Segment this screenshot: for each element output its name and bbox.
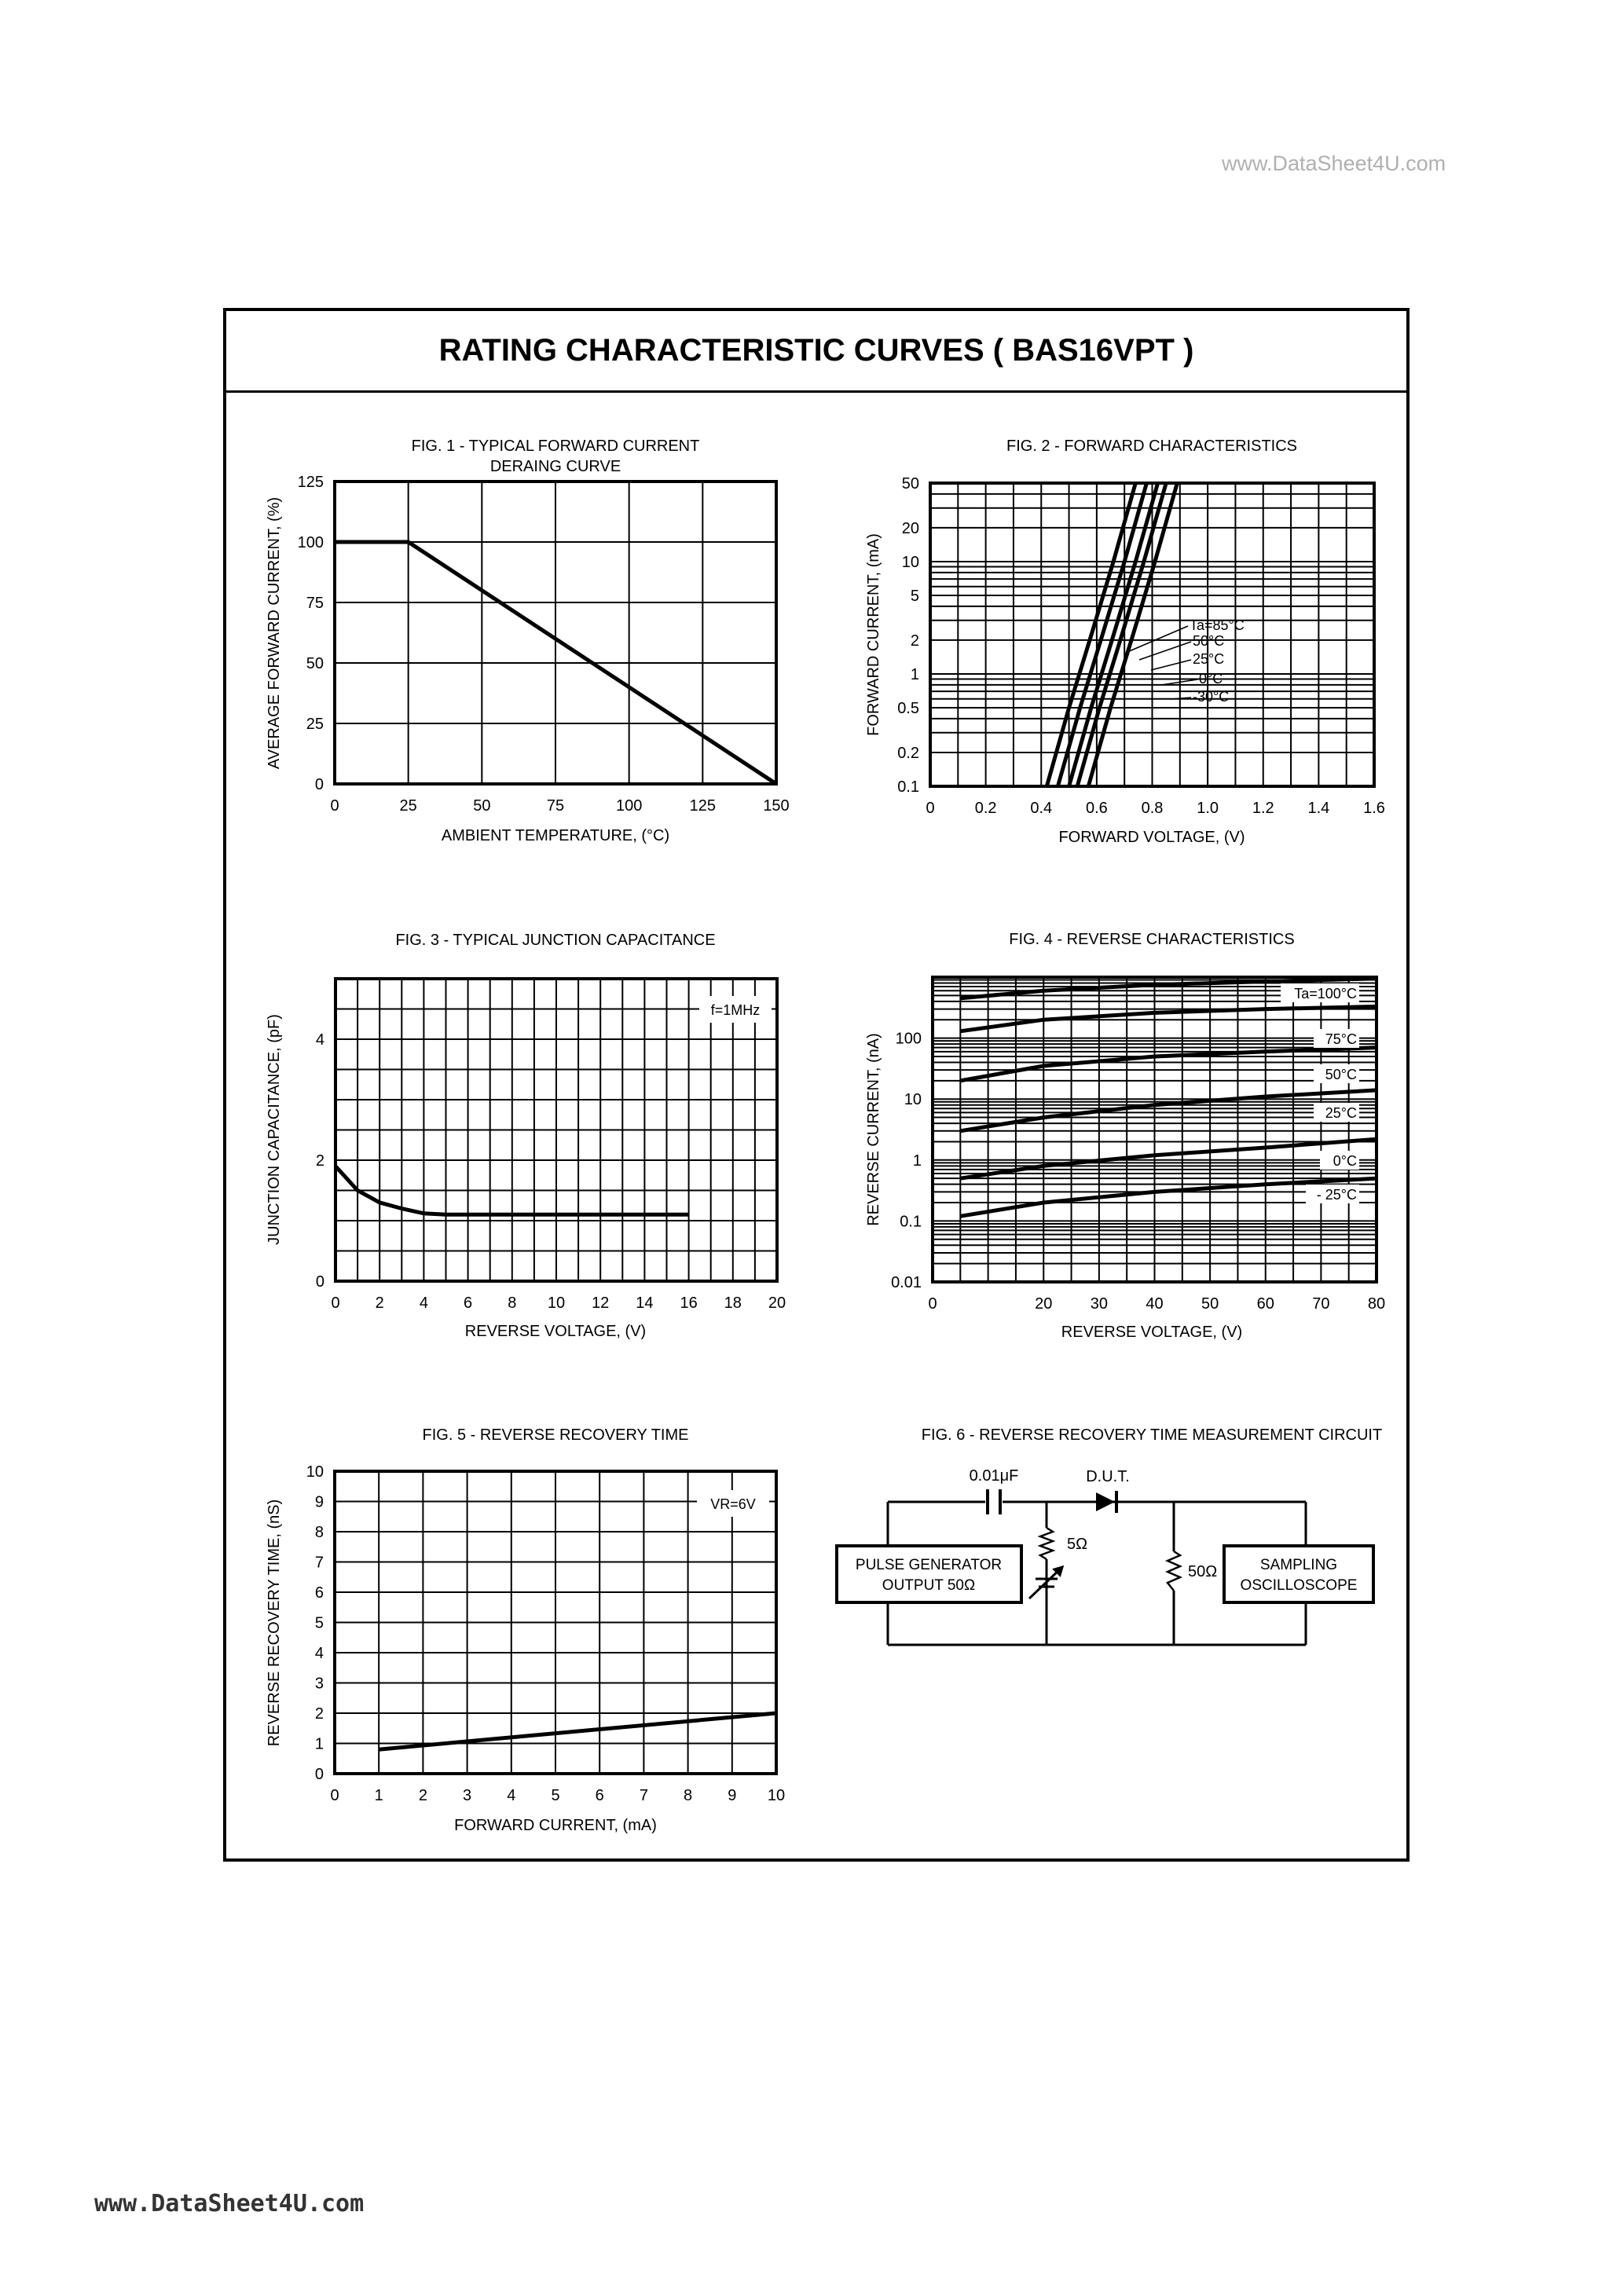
fig4-ytick-label: 0.1 (900, 1213, 922, 1231)
fig2-xtick-label: 1.4 (1307, 800, 1330, 817)
capacitor-icon (988, 1489, 1000, 1514)
fig5-xtick-label: 5 (551, 1787, 560, 1804)
resistor-50ohm-label: 50Ω (1188, 1563, 1218, 1580)
fig1-ytick-label: 100 (297, 534, 324, 551)
dut-label: D.U.T. (1086, 1468, 1130, 1485)
fig1-ytick-label: 25 (306, 716, 324, 733)
fig4-ylabel: REVERSE CURRENT, (nA) (865, 1033, 882, 1226)
fig1-xtick-label: 50 (473, 797, 491, 815)
fig4-ytick-label: 1 (912, 1152, 922, 1170)
fig3-xtick-label: 16 (680, 1294, 698, 1312)
oscilloscope-box (1224, 1546, 1373, 1602)
fig1-title-line1: FIG. 1 - TYPICAL FORWARD CURRENT (411, 438, 700, 455)
fig2-ytick-label: 20 (901, 519, 919, 537)
fig1-xlabel: AMBIENT TEMPERATURE, (°C) (441, 827, 670, 844)
fig4-xtick-label: 70 (1312, 1295, 1330, 1313)
fig5-ytick-label: 5 (314, 1614, 324, 1632)
fig4-annot-25: 25°C (1325, 1105, 1357, 1121)
fig3-ytick-label: 0 (315, 1273, 324, 1291)
watermark-bottom[interactable]: www.DataSheet4U.com (94, 2190, 365, 2217)
fig2-annot-25: 25°C (1193, 651, 1225, 667)
fig3-annotation: f=1MHz (710, 1002, 761, 1018)
fig2-ytick-label: 0.5 (897, 700, 919, 718)
fig5-ytick-label: 4 (314, 1645, 324, 1662)
fig2-annot-0: 0°C (1199, 671, 1223, 687)
fig3-xtick-label: 20 (768, 1294, 786, 1312)
fig5-ytick-label: 2 (314, 1705, 324, 1723)
fig3-xtick-label: 6 (464, 1294, 473, 1312)
fig3-xlabel: REVERSE VOLTAGE, (V) (464, 1323, 647, 1340)
fig2-ytick-label: 2 (910, 632, 919, 650)
fig5-ytick-label: 8 (314, 1524, 324, 1541)
fig2-xlabel: FORWARD VOLTAGE, (V) (1058, 829, 1245, 846)
fig2-xtick-label: 0.4 (1030, 800, 1053, 817)
fig4-annot-75: 75°C (1325, 1031, 1357, 1047)
fig5-title: FIG. 5 - REVERSE RECOVERY TIME (422, 1426, 689, 1444)
fig2-ytick-label: 50 (901, 475, 919, 493)
fig5-ytick-label: 7 (314, 1554, 324, 1572)
fig5-xlabel: FORWARD CURRENT, (mA) (454, 1817, 657, 1834)
watermark-top: www.DataSheet4U.com (1222, 152, 1446, 175)
fig3-ytick-label: 4 (315, 1031, 324, 1049)
fig2-xtick-label: 0.8 (1141, 800, 1164, 817)
fig3-xtick-label: 18 (724, 1294, 742, 1312)
fig5-xtick-label: 0 (330, 1787, 339, 1804)
fig4-xtick-label: 50 (1201, 1295, 1219, 1313)
fig3-xtick-label: 8 (508, 1294, 517, 1312)
fig1-ytick-label: 0 (314, 776, 324, 793)
fig5-ytick-label: 9 (314, 1493, 324, 1511)
fig5-ytick-label: 3 (314, 1675, 324, 1693)
fig4-ytick-label: 100 (895, 1030, 922, 1048)
fig2-annot-85: Ta=85°C (1190, 617, 1245, 633)
fig3-xtick-label: 12 (592, 1294, 610, 1312)
resistor-5ohm-label: 5Ω (1067, 1536, 1088, 1553)
fig2-annot-50: 50°C (1193, 633, 1225, 649)
fig1-ytick-label: 75 (306, 595, 324, 612)
fig2-ytick-label: 1 (910, 665, 919, 683)
fig5-ylabel: REVERSE RECOVERY TIME, (nS) (266, 1499, 283, 1747)
fig3-ytick-label: 2 (315, 1152, 324, 1170)
fig4-ytick-label: 10 (904, 1091, 922, 1109)
fig4-ytick-label: 0.01 (891, 1274, 922, 1291)
fig2-annot-m30: -30°C (1193, 689, 1230, 705)
fig1-ytick-label: 125 (297, 474, 324, 491)
fig4-xtick-label: 30 (1090, 1295, 1108, 1313)
oscilloscope-line2: OSCILLOSCOPE (1240, 1577, 1358, 1594)
fig2-xtick-label: 0.6 (1085, 800, 1108, 817)
fig5-xtick-label: 7 (639, 1787, 648, 1804)
fig5-ytick-label: 6 (314, 1584, 324, 1602)
fig3-title: FIG. 3 - TYPICAL JUNCTION CAPACITANCE (395, 932, 716, 949)
fig5-ytick-label: 1 (314, 1735, 324, 1753)
fig4-annot-50: 50°C (1325, 1067, 1357, 1082)
fig5-ytick-label: 10 (306, 1463, 324, 1481)
fig1-title-line2: DERAING CURVE (489, 458, 621, 475)
fig3-xtick-label: 10 (547, 1294, 566, 1312)
fig3-xtick-label: 2 (375, 1294, 384, 1312)
fig1-xtick-label: 0 (330, 797, 339, 815)
fig1-xtick-label: 150 (763, 797, 790, 815)
resistor-50ohm-icon (1168, 1551, 1180, 1591)
fig2-ytick-label: 5 (910, 588, 919, 606)
pulse-generator-line2: OUTPUT 50Ω (882, 1577, 976, 1594)
fig4-annot-m25: - 25°C (1316, 1187, 1357, 1203)
pulse-generator-line1: PULSE GENERATOR (855, 1557, 1003, 1573)
fig4-xtick-label: 80 (1367, 1295, 1386, 1313)
fig3-ylabel: JUNCTION CAPACITANCE, (pF) (266, 1014, 283, 1245)
fig5-xtick-label: 2 (418, 1787, 427, 1804)
fig4-xtick-label: 40 (1146, 1295, 1164, 1313)
fig4-xtick-label: 60 (1256, 1295, 1274, 1313)
fig3-xtick-label: 14 (636, 1294, 654, 1312)
fig2-xtick-label: 1.0 (1197, 800, 1219, 817)
fig4-annot-0: 0°C (1333, 1153, 1357, 1169)
fig1-xtick-label: 25 (399, 797, 417, 815)
fig5-xtick-label: 4 (507, 1787, 516, 1804)
fig2-xtick-label: 0 (926, 800, 935, 817)
fig6-title: FIG. 6 - REVERSE RECOVERY TIME MEASUREMENT CIRCUIT (921, 1426, 1383, 1444)
fig5-xtick-label: 1 (374, 1787, 383, 1804)
fig5-xtick-label: 3 (463, 1787, 472, 1804)
fig2-ylabel: FORWARD CURRENT, (mA) (865, 533, 882, 736)
fig3-xtick-label: 4 (419, 1294, 428, 1312)
fig2-ytick-label: 0.2 (897, 744, 919, 762)
fig2-xtick-label: 1.6 (1363, 800, 1385, 817)
fig4-xlabel: REVERSE VOLTAGE, (V) (1061, 1324, 1243, 1341)
fig1-xtick-label: 75 (546, 797, 565, 815)
fig5-xtick-label: 6 (595, 1787, 604, 1804)
fig5-xtick-label: 8 (684, 1787, 693, 1804)
diode-icon (1094, 1491, 1125, 1513)
fig2-ytick-label: 0.1 (897, 778, 919, 796)
pulse-generator-box (837, 1546, 1021, 1602)
capacitor-label: 0.01μF (969, 1467, 1019, 1485)
fig2-title: FIG. 2 - FORWARD CHARACTERISTICS (1006, 438, 1298, 455)
fig5-xtick-label: 9 (728, 1787, 737, 1804)
fig3-xtick-label: 0 (331, 1294, 340, 1312)
fig4-xtick-label: 20 (1035, 1295, 1053, 1313)
fig4-title: FIG. 4 - REVERSE CHARACTERISTICS (1009, 931, 1295, 948)
fig5-ytick-label: 0 (314, 1766, 324, 1783)
fig5-annotation: VR=6V (710, 1496, 756, 1512)
fig4-annot-100: Ta=100°C (1294, 986, 1357, 1002)
resistor-5ohm-icon (1040, 1528, 1053, 1559)
fig1-xtick-label: 125 (689, 797, 717, 815)
fig4-xtick-label: 0 (928, 1295, 937, 1313)
fig1-ytick-label: 50 (306, 655, 324, 672)
fig2-xtick-label: 1.2 (1252, 800, 1274, 817)
fig2-xtick-label: 0.2 (974, 800, 997, 817)
fig5-xtick-label: 10 (767, 1787, 786, 1804)
page-title: RATING CHARACTERISTIC CURVES ( BAS16VPT ) (438, 333, 1194, 368)
fig1-xtick-label: 100 (615, 797, 643, 815)
fig2-ytick-label: 10 (901, 553, 919, 571)
fig1-ylabel: AVERAGE FORWARD CURRENT, (%) (266, 496, 283, 770)
oscilloscope-line1: SAMPLING (1259, 1557, 1338, 1573)
